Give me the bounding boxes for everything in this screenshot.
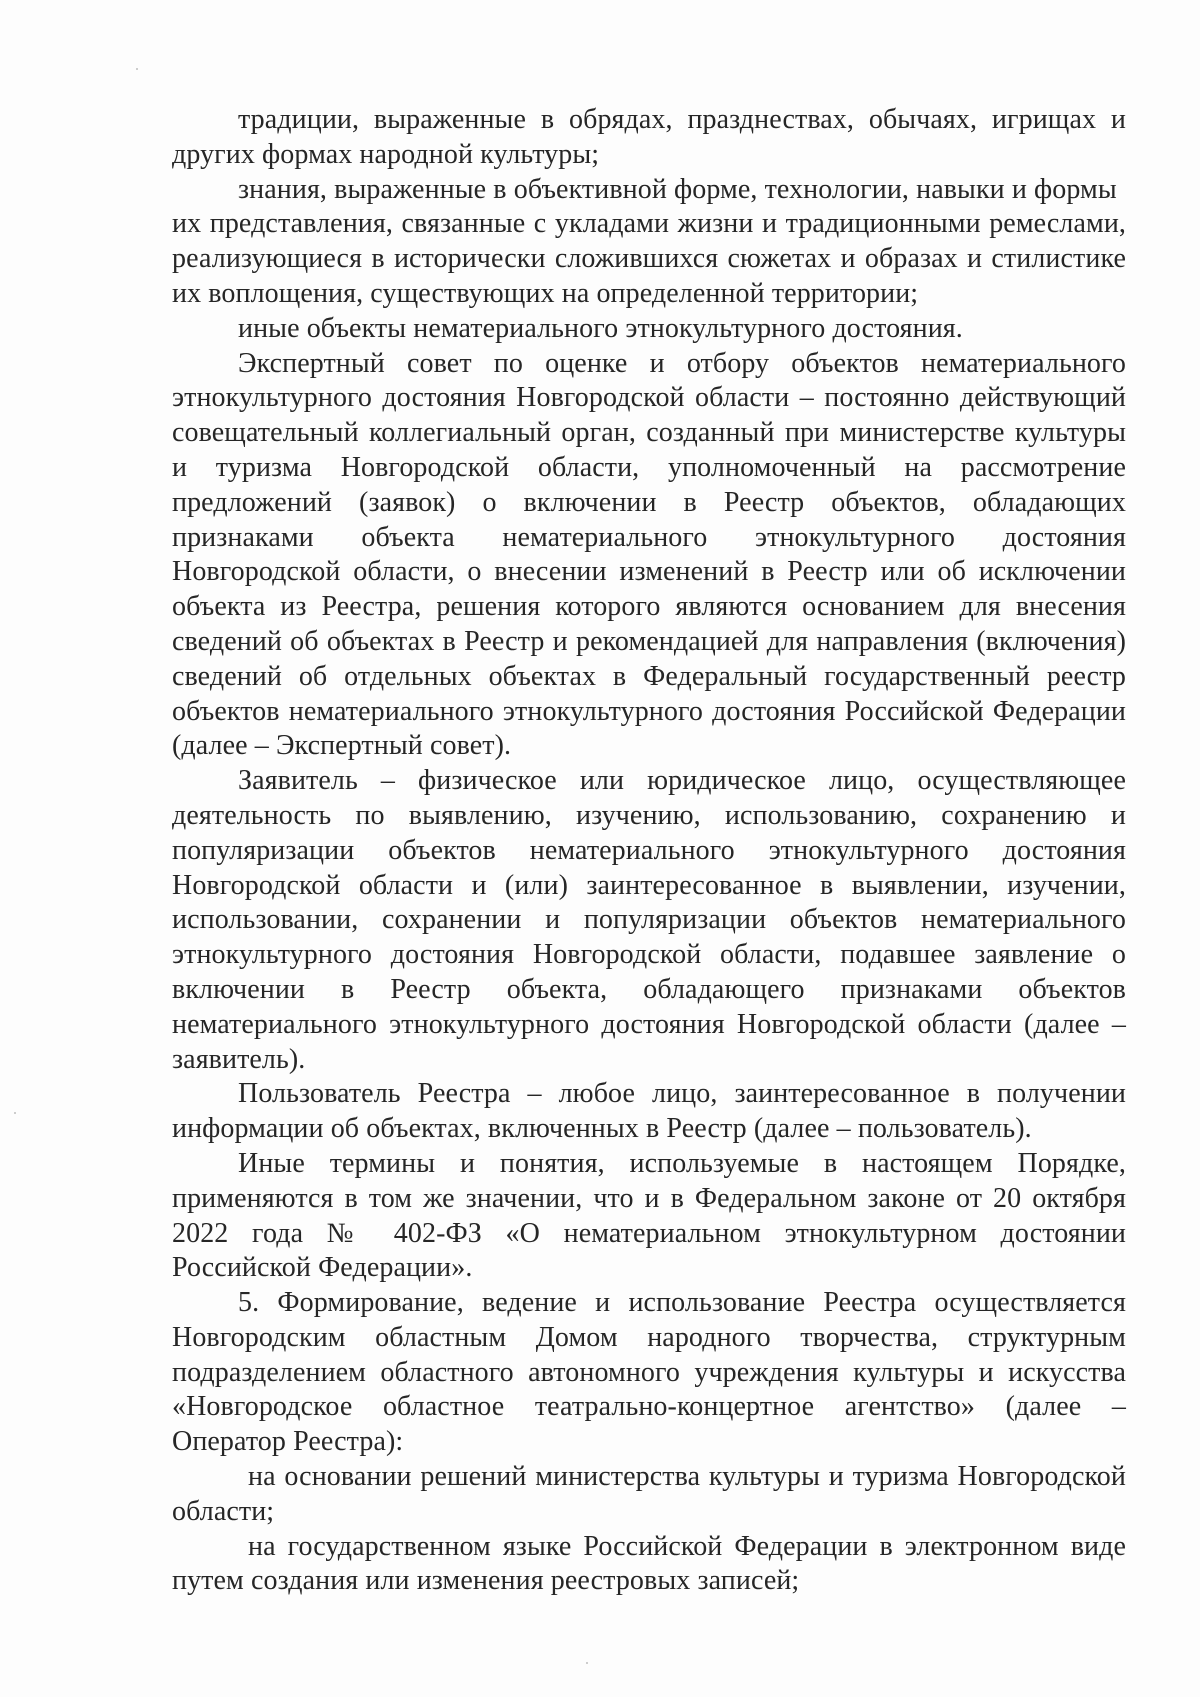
scan-speck xyxy=(586,1662,588,1664)
paragraph-traditions: традиции, выраженные в обрядах, празднествах, обычаях, игрищах и других формах народной культуры; xyxy=(172,104,1126,170)
paragraph-other-terms: Иные термины и понятия, используемые в настоящем Порядке, применяются в том же значении, что и в Федеральном законе от 20 октября 2022 года № 402-ФЗ «О нематериальном этнокультурном достоянии Российской Федерации». xyxy=(172,1147,1126,1284)
paragraph-ministry-decisions: на основании решений министерства культуры и туризма Новгородской области; xyxy=(172,1461,1126,1527)
paragraph-knowledge: знания, выраженные в объективной форме, технологии, навыки и формы xyxy=(238,173,1117,205)
paragraph-expert-council: Экспертный совет по оценке и отбору объектов нематериального этнокультурного достояния Новгородской области – постоянно действующий совещательный коллегиальный орган, созданный при министерстве культуры и туризма Новгородской области, уполномоченный на рассмотрение предложений (заявок) о включении в Реестр объектов, обладающих признаками объекта нематериального этнокультурного достояния Новгородской области, о внесении изменений в Реестр или об исключении объекта из Реестра, решения которого являются основанием для внесения сведений об объектах в Реестр и рекомендацией для направления (включения) сведений об отдельных объектах в Федеральный государственный реестр объектов нематериального этнокультурного достояния Российской Федерации (далее – Экспертный совет). xyxy=(172,347,1126,762)
paragraph-registry-user: Пользователь Реестра – любое лицо, заинтересованное в получении информации об объектах, включенных в Реестр (далее – пользователь). xyxy=(172,1078,1126,1145)
paragraph-section-5: 5. Формирование, ведение и использование Реестра осуществляется Новгородским областным Домом народного творчества, структурным подразделением областного автономного учреждения культуры и искусства «Новгородское областное театрально-концертное агентство» (далее – Оператор Реестра): xyxy=(172,1287,1126,1458)
document-body xyxy=(172,103,1126,1599)
scan-speck xyxy=(136,68,138,70)
paragraph-state-language: на государственном языке Российской Федерации в электронном виде путем создания или изменения реестровых записей; xyxy=(172,1530,1126,1597)
paragraph-other-objects: иные объекты нематериального этнокультурного достояния. xyxy=(238,312,963,344)
paragraph-representation: их представления, связанные с укладами жизни и традиционными ремеслами, реализующиеся в исторически сложившихся сюжетах и образах и стилистике их воплощения, существующих на определенной территории; xyxy=(172,208,1126,309)
scan-speck xyxy=(14,1112,16,1114)
paragraph-applicant: Заявитель – физическое или юридическое лицо, осуществляющее деятельность по выявлению, изучению, использованию, сохранению и популяризации объектов нематериального этнокультурного достояния Новгородской области и (или) заинтересованное в выявлении, изучении, использовании, сохранении и популяризации объектов нематериального этнокультурного достояния Новгородской области, подавшее заявление о включении в Реестр объекта, обладающего признаками объектов нематериального этнокультурного достояния Новгородской области (далее – заявитель). xyxy=(172,765,1126,1075)
